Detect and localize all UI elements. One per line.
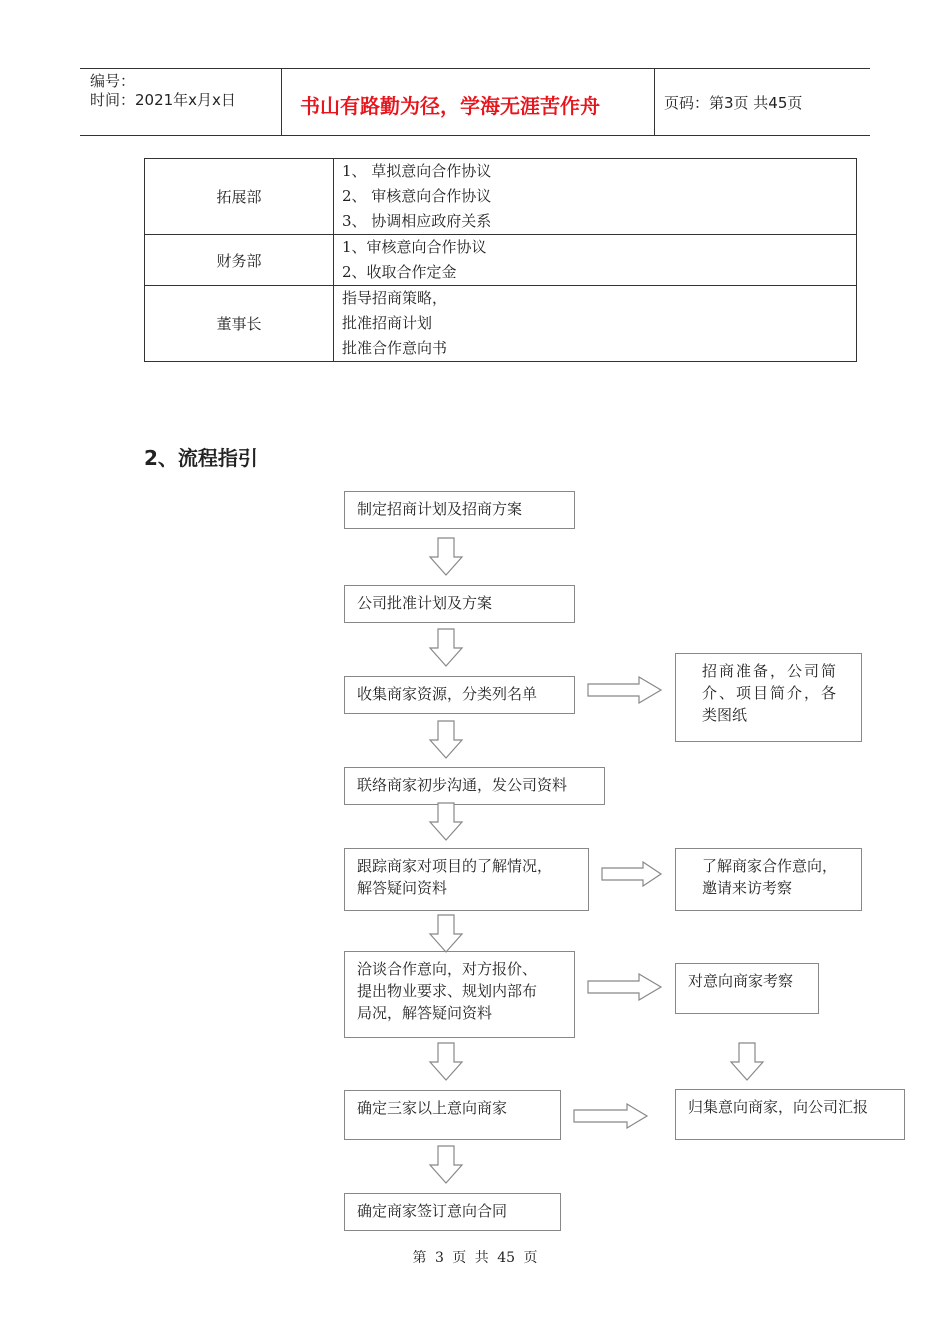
dept-cell: 董事长 [145,286,334,362]
dept-cell: 财务部 [145,235,334,286]
header-bottom-rule [80,135,870,136]
down-arrow-icon [428,537,464,577]
header-page-label: 页码：第3页 共45页 [664,94,803,112]
header-divider-right [654,68,655,136]
right-arrow-icon [587,676,663,704]
flow-step-6 [344,951,575,1038]
duty-item: 指导招商策略， [342,289,448,307]
flow-step-text: 确定三家以上意向商家 [357,1099,508,1117]
table-row [145,286,857,362]
header-number-label: 编号： [90,72,136,90]
flow-step-4 [344,767,605,805]
down-arrow-icon [428,1042,464,1082]
flow-step-5 [344,848,589,911]
section-title: 2、流程指引 [144,446,258,470]
flow-side-1 [675,653,862,742]
header-top-rule [80,68,870,69]
flow-side-text: 招商准备，公司简 [702,662,839,680]
flow-step-text: 局况，解答疑问资料 [357,1004,493,1022]
header-divider-left [281,68,282,136]
flow-side-text: 归集意向商家，向公司汇报 [688,1098,869,1116]
down-arrow-icon [428,628,464,668]
flow-side-2 [675,848,862,911]
duty-item: 2、收取合作定金 [342,263,457,281]
flow-step-text: 确定商家签订意向合同 [357,1202,508,1220]
responsibility-table [144,158,857,362]
duty-cell [334,286,857,362]
table-row [145,159,857,235]
flow-side-text: 类图纸 [702,706,748,724]
flow-step-text: 制定招商计划及招商方案 [357,500,523,518]
right-arrow-icon [573,1103,649,1129]
down-arrow-icon [428,1145,464,1185]
duty-item: 1、审核意向合作协议 [342,238,487,256]
flow-step-text: 洽谈合作意向，对方报价、 [357,960,538,978]
flow-step-text: 公司批准计划及方案 [357,594,493,612]
flow-step-2 [344,585,575,623]
duty-cell [334,235,857,286]
right-arrow-icon [587,973,663,1001]
flow-step-text: 收集商家资源，分类列名单 [357,685,538,703]
duty-item: 1、 草拟意向合作协议 [342,162,492,180]
down-arrow-icon [428,802,464,842]
flow-side-text: 对意向商家考察 [688,972,794,990]
right-arrow-icon [601,861,663,887]
flow-step-text: 提出物业要求、规划内部布 [357,982,538,1000]
flow-side-4 [675,1089,905,1140]
duty-item: 2、 审核意向合作协议 [342,187,492,205]
flow-step-text: 跟踪商家对项目的了解情况， [357,857,553,875]
flow-step-text: 解答疑问资料 [357,879,448,897]
dept-cell: 拓展部 [145,159,334,235]
flow-side-text: 介、项目简介，各 [702,684,839,702]
table-row [145,235,857,286]
flow-side-3 [675,963,819,1014]
header-motto: 书山有路勤为径，学海无涯苦作舟 [300,94,600,118]
down-arrow-icon [729,1042,765,1082]
duty-item: 批准合作意向书 [342,339,448,357]
flow-step-8 [344,1193,561,1231]
flow-side-text: 邀请来访考察 [702,879,793,897]
page-footer: 第 3 页 共 45 页 [412,1250,538,1266]
duty-item: 批准招商计划 [342,314,433,332]
flow-side-text: 了解商家合作意向， [702,857,838,875]
flow-step-3 [344,676,575,714]
flow-step-1 [344,491,575,529]
down-arrow-icon [428,914,464,954]
down-arrow-icon [428,720,464,760]
header-time-label: 时间：2021年x月x日 [90,91,236,109]
flow-step-text: 联络商家初步沟通，发公司资料 [357,776,568,794]
flow-step-7 [344,1090,561,1140]
duty-cell [334,159,857,235]
duty-item: 3、 协调相应政府关系 [342,212,492,230]
